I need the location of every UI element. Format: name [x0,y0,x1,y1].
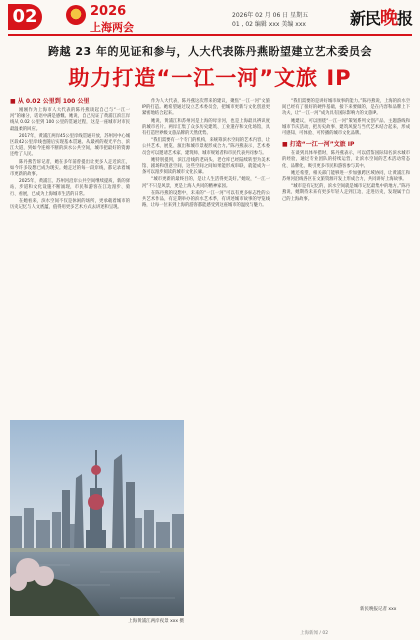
subhead-2-text: 打造“一江一河”文旅 IP [289,141,355,149]
paragraph: “我们需要的是讲好城市故事的能力。”陈丹燕说，上海的滨水空间已经有了很好的硬件基础，接下来要做的，是在内容和品牌上下功夫，让“一江一河”成为具有国际影响力的文旅IP。 [282,99,410,117]
skyline-illustration [10,420,184,616]
paragraph: 2017年，黄浦江两岸45公里岸线贯通开放，苏州河中心城区段42公里岸线也随后实现基本贯通。从最初的观光平台、滨江大道，到如今连绵不断的滨水公共空间，城市把最好的资源还给了人民。 [10,133,130,158]
shoreline [10,548,184,552]
paragraph: 2025年，黄浦江、苏州河沿岸公共空间继续提质，新的驿站、步道和文化设施不断涌现，市民和游客在江边漫步、骑行、看展，已成为上海城市生活的日常。 [10,179,130,197]
subhead-1-text: 从 0.02 公里到 100 公里 [17,98,90,105]
section-subhead-2: ■ 打造“一江一河”文旅 IP [282,141,355,149]
logo-end: 报 [396,9,412,28]
paragraph: 她特别提到，滨江沿线的老码头、老仓库已经陆续转型为美术馆、剧场和创意空间，这些空间之间如果能形成串联，就能成为一条可以漫步阅读的城市文化长廊。 [142,157,270,176]
byline: 新民晚报记者 xxx [360,607,397,612]
paragraph: “城市更新的最终目的，是让人生活得更美好。”她说，“一江一河”不只是风景，更是上海人共同的精神家园。 [142,177,270,189]
header-editors: 01 , 02 编辑 xxx 美编 xxx [232,21,306,28]
skyline-photo [10,420,184,616]
article-column-2 [142,99,270,210]
section-title: 上海两会 [90,21,134,34]
paragraph: “我们需要有一个专门的机构，来统筹滨水空间的艺术内容，让公共艺术、展览、演出和城市景观形成合力。”陈丹燕表示，艺术委员会可以邀请艺术家、建筑师、城市规划者和市民代表共同参与。 [142,138,270,156]
paragraph: 在陈丹燕的设想中，未来的“一江一河”可以有更多标志性的公共艺术作品，有定期举办的滨水艺术季，有讲述城市故事的导览线路，让每一位来到上海的游客都能感受到这座城市的温度与魅力。 [142,190,270,209]
page-number-badge: 02 [8,4,42,30]
paragraph: “城市是有记忆的，滨水空间就是城市记忆最集中的地方。”陈丹燕说，她期待未来有更多年轻人走到江边、走进历史，发现属于自己的上海故事。 [282,184,410,202]
paragraph: 陈丹燕告诉记者，她在多年前曾提出让更多人走近滨江，如今许多设想已成为现实。她走过的每一段岸线，都记录着城市更新的故事。 [10,159,130,178]
paragraph: 她还希望，相关部门能够进一步加强跨区域协同，让黄浦江和苏州河沿线各区在文旅资源开发上形成合力，共同讲好上海故事。 [282,170,410,183]
paragraph: 在谈到具体举措时，陈丹燕表示，可以借鉴国际知名滨水城市的经验，通过专业团队的持续运营，让滨水空间的艺术活动常态化、品牌化，吸引更多市民和游客参与其中。 [282,151,410,169]
logo-main: 新民 [349,9,380,28]
header-date: 2026年 02 月 06 日 星期五 [232,12,309,19]
photo-caption: 上海黄浦江两岸夜景 xxx 摄 [128,619,184,624]
logo-accent: 晚 [379,8,397,29]
paragraph: 她说，黄浦江和苏州河是上海的母亲河，也是上海最具辨识度的城市名片。两岸汇集了众多历史建筑、工业遗存和文化场馆，具有打造世界级文旅品牌的天然优势。 [142,118,270,137]
section-year: 2026 [90,4,127,19]
article-column-3 [282,99,410,204]
article-column-1 [10,96,130,212]
page-footer: 上海新闻 / 02 [300,631,329,636]
section-subhead-1: ■ 从 0.02 公里到 100 公里 [10,98,90,105]
paragraph: 她建议，可以围绕“一江一河”策划系列文创产品、主题游线和城市节庆活动，把历史故事、建筑风貌与当代艺术结合起来，形成可感知、可体验、可传播的城市文化品牌。 [282,118,410,137]
paragraph: 刚刚作为上海市人大代表的陈丹燕谈起自己与“一江一河”的缘分，话语中满是感慨。她说，自己见证了黄浦江滨江岸线从 0.02 公里到 100 公里的贯通过程，这是一座城市对市民最温柔的回应。 [10,108,130,132]
paragraph: 在她看来，滨水空间不仅是休闲的场所，更承载着城市的历史记忆与人文底蕴，值得用更多艺术方式去讲述和呈现。 [10,198,130,211]
masthead-rule [8,34,412,36]
paragraph: 作为人大代表，陈丹燕这次带来的建议，聚焦“一江一河”文旅IP的打造。她希望通过设立艺术委员会，把城市更新与文化创意更紧密地结合起来。 [142,99,270,117]
masthead [0,0,420,36]
newspaper-logo [350,4,412,30]
national-emblem-icon [66,5,86,25]
article-kicker: 跨越 23 年的见证和参与，人大代表陈丹燕盼望建立艺术委员会 [48,45,372,58]
article-headline: 助力打造“一江一河”文旅 IP [68,66,352,90]
